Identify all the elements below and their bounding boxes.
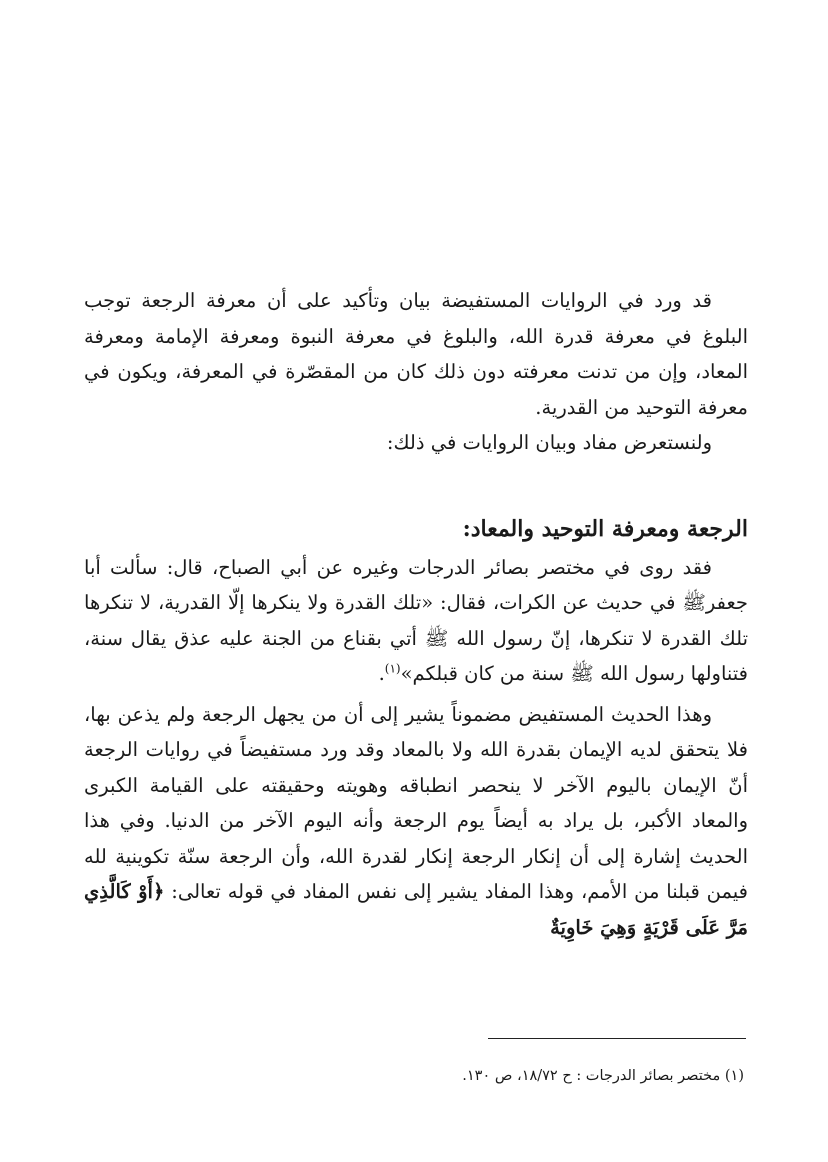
hadith-text: فقد روى في مختصر بصائر الدرجات وغيره عن أبي الصباح، قال: سألت أبا جعفرﷺ في حديث عن الكرات، فقال: «تلك القدرة ولا ينكرها إلّا القدرية، لا تنكرها تلك القدرة لا تنكرها، إنّ رسول الله ﷺ أتي بقناع من الجنة عليه عذق يقال سنة، فتناولها رسول الله ﷺ سنة من كان قبلكم»: [84, 555, 748, 685]
page-body: [84, 283, 748, 945]
hadith-paragraph: [84, 550, 748, 692]
commentary-text: وهذا الحديث المستفيض مضموناً يشير إلى أن من يجهل الرجعة ولم يذعن بها، فلا يتحقق لديه الإيمان بقدرة الله ولا بالمعاد وقد ورد مستفيضاً في روايات الرجعة أنّ الإيمان باليوم الآخر لا ينحصر انطباقه وهويته وحقيقته على القيامة الكبرى والمعاد الأكبر، بل يراد به أيضاً يوم الرجعة وأنه اليوم الآخر من الدنيا. وفي هذا الحديث إشارة إلى أن إنكار الرجعة إنكار لقدرة الله، وأن الرجعة سنّة تكوينية لله فيمن قبلنا من الأمم، وهذا المفاد يشير إلى نفس المفاد في قوله تعالى:: [84, 702, 748, 903]
footnote: (١) مختصر بصائر الدرجات : ح ١٨/٧٢، ص ١٣٠.: [462, 1068, 744, 1084]
quranic-verse: ﴿أَوْ كَالَّذِي مَرَّ عَلَى قَرْيَةٍ وَهِيَ خَاوِيَةٌ: [84, 880, 748, 939]
transition-paragraph: ولنستعرض مفاد وبيان الروايات في ذلك:: [386, 431, 712, 454]
hadith-end: .: [378, 662, 385, 685]
section-heading: الرجعة ومعرفة التوحيد والمعاد:: [462, 515, 748, 542]
commentary-paragraph: [84, 697, 748, 946]
intro-paragraph: قد ورد في الروايات المستفيضة بيان وتأكيد على أن معرفة الرجعة توجب البلوغ في معرفة قدرة الله، والبلوغ في معرفة النبوة ومعرفة الإمامة ومعرفة المعاد، وإن من تدنت معرفته دون ذلك كان من المقصّرة في المعرفة، ويكون في معرفة التوحيد من القدرية.: [84, 289, 748, 419]
footnote-divider: [488, 1038, 746, 1039]
footnote-reference[interactable]: (١): [384, 661, 401, 676]
